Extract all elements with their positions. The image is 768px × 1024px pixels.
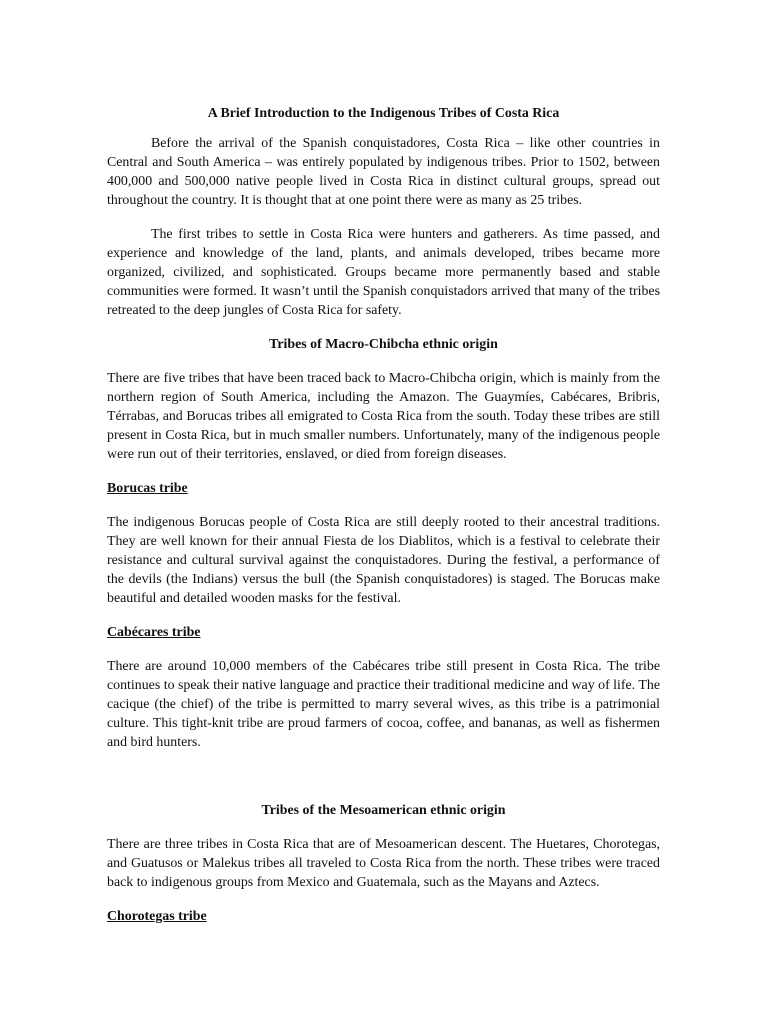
paragraph-borucas: The indigenous Borucas people of Costa Rica are still deeply rooted to their ancestral traditions. They are well known for their annual Fiesta de los Diablitos, which is a festival to celebrate their resistance and cultural survival against the conquistadores. During the festival, a performance of the devils (the Indians) versus the bull (the Spanish conquistadores) is staged. The Borucas make beautiful and detailed wooden masks for the festival. xyxy=(107,515,660,606)
subheading-chorotegas: Chorotegas tribe xyxy=(107,909,207,924)
intro-paragraph-1: Before the arrival of the Spanish conquistadores, Costa Rica – like other countries in Central and South America – was entirely populated by indigenous tribes. Prior to 1502, between 400,000 and 500,000 native people lived in Costa Rica in distinct cultural groups, spread out throughout the country. It is thought that at one point there were as many as 25 tribes. xyxy=(107,136,660,208)
document-page xyxy=(107,104,660,941)
section-spacer xyxy=(107,767,660,801)
section-paragraph-macro-chibcha: There are five tribes that have been traced back to Macro-Chibcha origin, which is mainly from the northern region of South America, including the Amazon. The Guaymíes, Cabécares, Bribris, Térrabas, and Borucas tribes all emigrated to Costa Rica from the south. Today these tribes are still present in Costa Rica, but in much smaller numbers. Unfortunately, many of the indigenous people were run out of their territories, enslaved, or died from foreign diseases. xyxy=(107,371,660,462)
section-heading-mesoamerican: Tribes of the Mesoamerican ethnic origin xyxy=(261,803,506,818)
intro-paragraph-2: The first tribes to settle in Costa Rica were hunters and gatherers. As time passed, and experience and knowledge of the land, plants, and animals developed, tribes became more organized, civilized, and sophisticated. Groups became more permanently based and stable communities were formed. It wasn’t until the Spanish conquistadors arrived that many of the tribes retreated to the deep jungles of Costa Rica for safety. xyxy=(107,227,660,318)
subheading-borucas: Borucas tribe xyxy=(107,481,188,496)
subheading-cabecares: Cabécares tribe xyxy=(107,625,201,640)
paragraph-cabecares: There are around 10,000 members of the Cabécares tribe still present in Costa Rica. The tribe continues to speak their native language and practice their traditional medicine and way of life. The cacique (the chief) of the tribe is permitted to marry several wives, as this tribe is a patrimonial culture. This tight-knit tribe are proud farmers of cocoa, coffee, and bananas, as well as fishermen and bird hunters. xyxy=(107,659,660,750)
document-title: A Brief Introduction to the Indigenous Tribes of Costa Rica xyxy=(207,106,560,121)
section-paragraph-mesoamerican: There are three tribes in Costa Rica that are of Mesoamerican descent. The Huetares, Chorotegas, and Guatusos or Malekus tribes all traveled to Costa Rica from the north. These tribes were traced back to indigenous groups from Mexico and Guatemala, such as the Mayans and Aztecs. xyxy=(107,837,660,890)
section-heading-macro-chibcha: Tribes of Macro-Chibcha ethnic origin xyxy=(269,337,498,352)
